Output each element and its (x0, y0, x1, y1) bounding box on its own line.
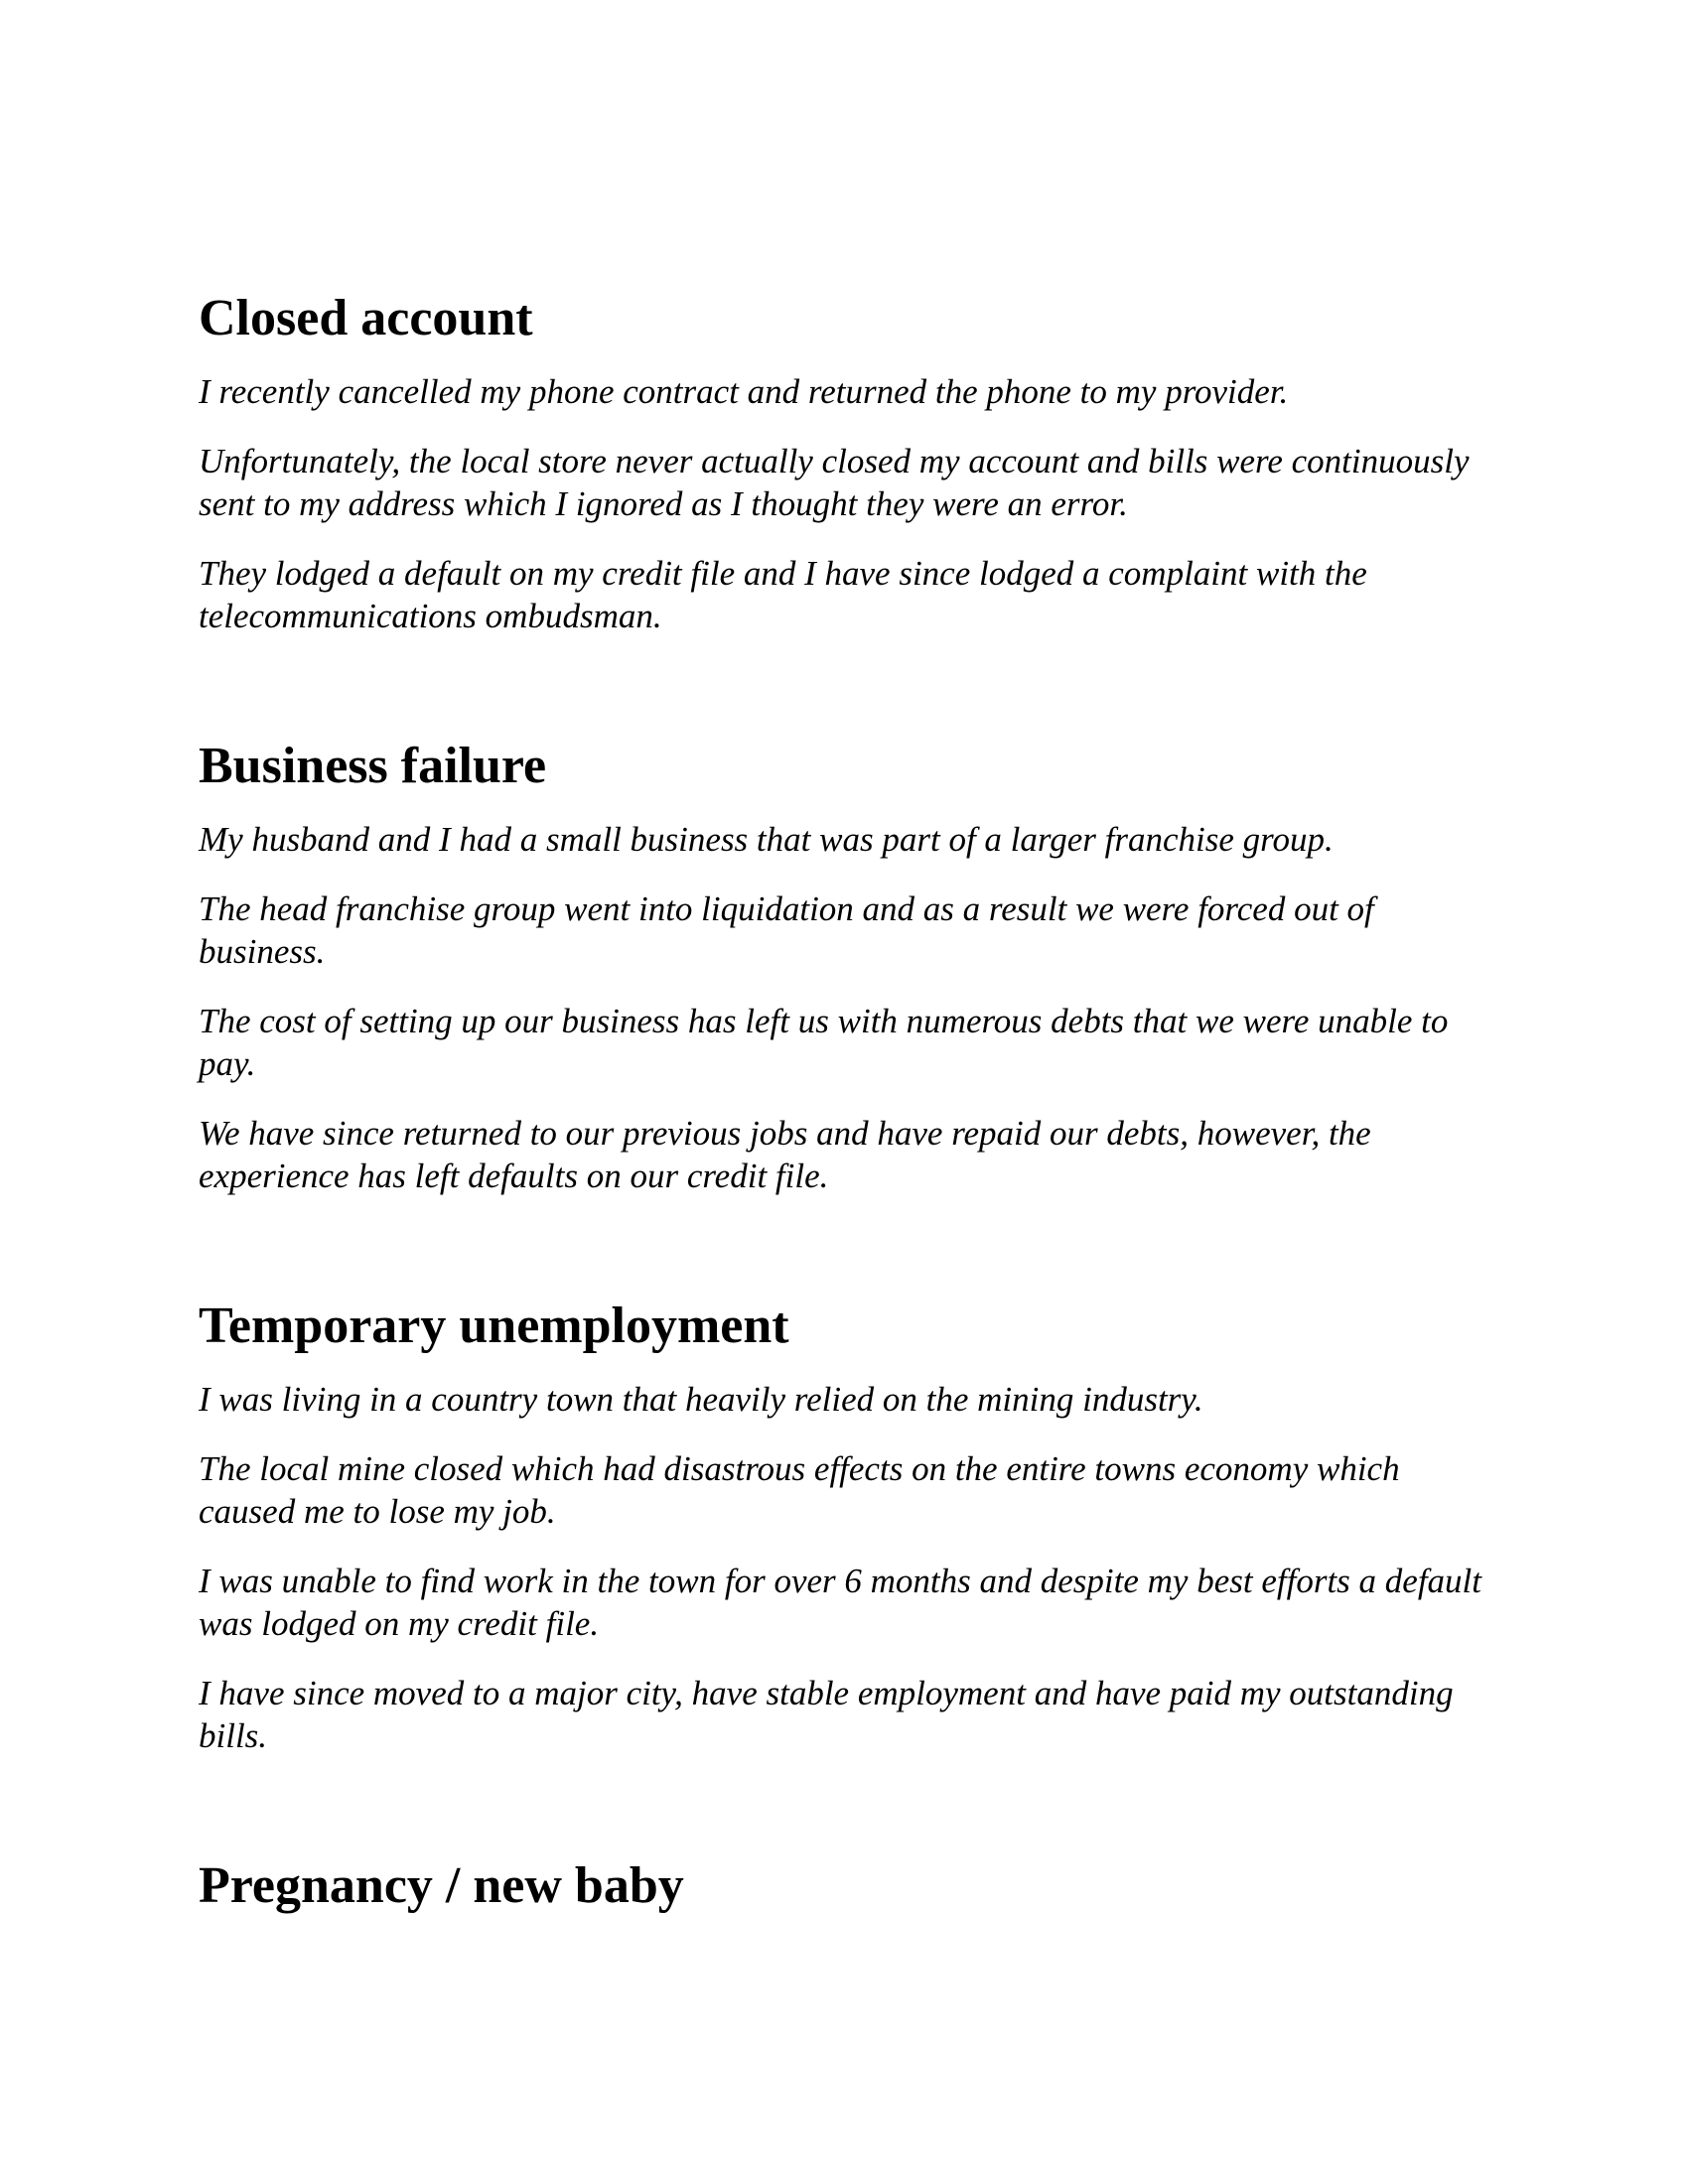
paragraph: I recently cancelled my phone contract and returned the phone to my provider. (199, 372, 1289, 411)
section-temporary-unemployment (199, 1289, 1499, 1757)
section-heading: Business failure (199, 738, 547, 794)
section-heading: Temporary unemployment (199, 1297, 789, 1354)
paragraph: My husband and I had a small business that was part of a larger franchise group. (199, 820, 1334, 859)
paragraph: They lodged a default on my credit file and I have since lodged a complaint with the telecommunications ombudsman. (199, 554, 1367, 635)
paragraph: We have since returned to our previous jobs and have repaid our debts, however, the experience has left defaults on our credit file. (199, 1114, 1371, 1195)
section-business-failure (199, 729, 1499, 1197)
section-closed-account (199, 281, 1499, 637)
paragraph: The local mine closed which had disastrous effects on the entire towns economy which caused me to lose my job. (199, 1449, 1400, 1531)
paragraph: I was unable to find work in the town for over 6 months and despite my best efforts a default was lodged on my credit file. (199, 1562, 1481, 1643)
paragraph: I was living in a country town that heavily relied on the mining industry. (199, 1380, 1203, 1419)
paragraph: The head franchise group went into liquidation and as a result we were forced out of business. (199, 889, 1374, 971)
document-content (199, 281, 1499, 1938)
paragraph: I have since moved to a major city, have stable employment and have paid my outstanding bills. (199, 1674, 1454, 1755)
section-heading: Closed account (199, 290, 533, 346)
section-heading: Pregnancy / new baby (199, 1857, 684, 1914)
paragraph: The cost of setting up our business has left us with numerous debts that we were unable to pay. (199, 1002, 1449, 1083)
section-pregnancy-new-baby (199, 1848, 1499, 1924)
paragraph: Unfortunately, the local store never actually closed my account and bills were continuously sent to my address which I ignored as I thought they were an error. (199, 442, 1470, 523)
